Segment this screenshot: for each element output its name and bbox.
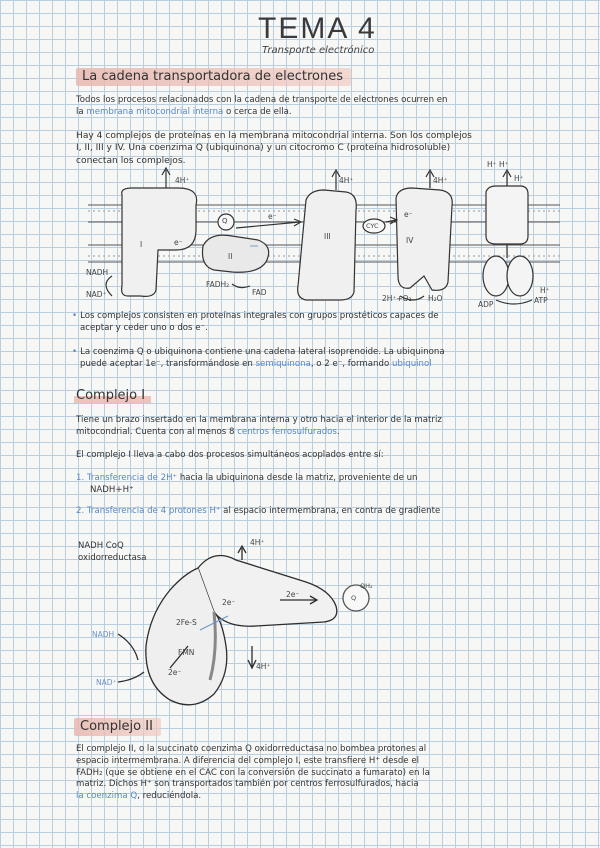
intro-line1: Todos los procesos relacionados con la cadena de transporte de electrones ocurren en — [76, 95, 448, 105]
diagram1-h-top3: 4H⁺ — [433, 176, 448, 185]
complex1-membrane-arm — [198, 556, 337, 627]
diagram1-fad: FAD — [252, 288, 267, 297]
c2-line1: El complejo II, o la succinato coenzima Q oxidorreductasa no bombea protones al — [76, 744, 427, 754]
diagram1-q: Q — [222, 217, 228, 225]
paragraph-procesos: El complejo I lleva a cabo dos procesos simultáneos acoplados entre sí: — [76, 450, 384, 460]
bullet2-line2b: , o 2 e⁻, formando — [310, 359, 392, 370]
bullet2-line1: La coenzima Q o ubiquinona contiene una cadena lateral isoprenoide. La ubiquinona — [80, 347, 445, 357]
bullet1-line2: aceptar y ceder uno o dos e⁻. — [80, 323, 208, 334]
section-heading-complejo-1: Complejo I — [74, 388, 151, 403]
complex1-name-line2: oxidorreductasa — [78, 553, 147, 563]
diagram1-atp: ATP — [534, 296, 548, 305]
section-heading-complejo-2: Complejo II — [74, 718, 161, 736]
diagram1-h-top5: H⁺ — [514, 174, 524, 183]
page-title: TEMA 4 — [258, 12, 377, 45]
diagram1-fadh2: FADH₂ — [206, 280, 230, 289]
diagram1-e2: e⁻ — [174, 238, 183, 247]
diagram1-adp: ADP — [478, 300, 494, 309]
c1-ferrosulfurados: centros ferrosulfurados — [237, 427, 337, 438]
diagram1-cyc: CYC — [366, 222, 379, 230]
c2-line2: espacio intermembrana. A diferencia del complejo I, este transfiere H⁺ desde el — [76, 755, 420, 766]
diagram1-h-top1: 4H⁺ — [175, 176, 190, 185]
intro-membrana: membrana mitocondrial interna — [86, 107, 224, 118]
item1-highlight: Transferencia de 2H⁺ — [86, 473, 178, 483]
complex1-nadh: NADH — [92, 630, 115, 639]
complex1-e3: 2e⁻ — [168, 668, 182, 677]
c2-line3: FADH₂ (que se obtiene en el CAC con la conversión de succinato a fumarato) en la — [76, 767, 430, 778]
item2-highlight: Transferencia de 4 protones H⁺ — [86, 506, 221, 516]
page-subtitle: Transporte electrónico — [262, 45, 375, 56]
diagram1-o2: 2H⁺+O₂ — [382, 294, 412, 303]
complex1-fmn: FMN — [178, 648, 195, 657]
item1-num: 1. — [76, 473, 85, 483]
complex1-nad: NAD⁺ — [96, 678, 117, 687]
item2-num: 2. — [76, 506, 85, 516]
complex1-q: Q — [351, 594, 357, 602]
diagram1-h-top2: 4H⁺ — [339, 176, 354, 185]
c2-line5b: , reduciéndola. — [137, 791, 202, 802]
diagram1-c4: IV — [406, 236, 414, 245]
c1-line1: Tiene un brazo insertado en la membrana interna y otro hacia el interior de la matriz — [76, 415, 442, 425]
complex1-fes: 2Fe-S — [176, 618, 197, 627]
item1-text: hacia la ubiquinona desde la matriz, proveniente de un — [177, 473, 418, 483]
intro-line2a: la — [76, 107, 87, 118]
diagram1-e1: e⁻ — [268, 212, 277, 221]
diagram1-e3: e⁻ — [404, 210, 413, 219]
diagram1-c3: III — [324, 232, 331, 241]
diagram1-h2o: H₂O — [428, 294, 443, 303]
diagram1-h-in: H⁺ — [540, 286, 550, 295]
complex1-qh: QH₂ — [360, 582, 373, 590]
c1-line2b: . — [336, 427, 340, 438]
complejos-line1: Hay 4 complejos de proteínas en la membrana mitocondrial interna. Son los complejos — [76, 131, 472, 141]
paragraph-complejo-2 — [76, 744, 596, 803]
section-heading-cadena: La cadena transportadora de electrones — [76, 68, 351, 86]
c2-line4: matriz. Dichos H⁺ son transportados también por centros ferrosulfurados, hacia — [76, 779, 419, 790]
complex1-e1: 2e⁻ — [222, 598, 236, 607]
complex1-h-top: 4H⁺ — [250, 538, 265, 547]
intro-line2b: o cerca de ella. — [223, 107, 292, 118]
diagram1-h-top4: H⁺ H⁺ — [487, 160, 509, 169]
bullet2-line2a: puede aceptar 1e⁻, transformándose en — [80, 359, 256, 370]
diagram1-c1: I — [140, 240, 143, 249]
bullet-dot-icon: • — [72, 347, 78, 357]
bullet-dot-icon: • — [72, 311, 78, 321]
c2-coenzima: la coenzima Q — [76, 791, 138, 802]
complex1-e2: 2e⁻ — [286, 590, 300, 599]
diagram1-c2: II — [228, 252, 233, 261]
bullet2-ubiquinol: ubiquinol — [391, 359, 432, 370]
complejos-line2: I, II, III y IV. Una coenzima Q (ubiquinona) y un citocromo C (proteína hidrosoluble) — [76, 143, 451, 154]
complejos-line3: conectan los complejos. — [76, 155, 186, 166]
bullet1-line1: Los complejos consisten en proteínas integrales con grupos prostéticos capaces de — [80, 311, 439, 321]
item2-text: al espacio intermembrana, en contra de gradiente — [220, 506, 441, 516]
diagram1-nadh: NADH — [86, 268, 109, 277]
item1-line2: NADH+H⁺ — [90, 485, 134, 496]
complex1-h-bottom: 4H⁺ — [256, 662, 271, 671]
c1-line2a: mitocondrial. Cuenta con al menos 8 — [76, 427, 238, 438]
bullet2-semiquinona: semiquinona — [255, 359, 311, 370]
complex1-name-line1: NADH CoQ — [78, 541, 124, 551]
diagram1-nad: NAD⁺ — [86, 290, 107, 299]
